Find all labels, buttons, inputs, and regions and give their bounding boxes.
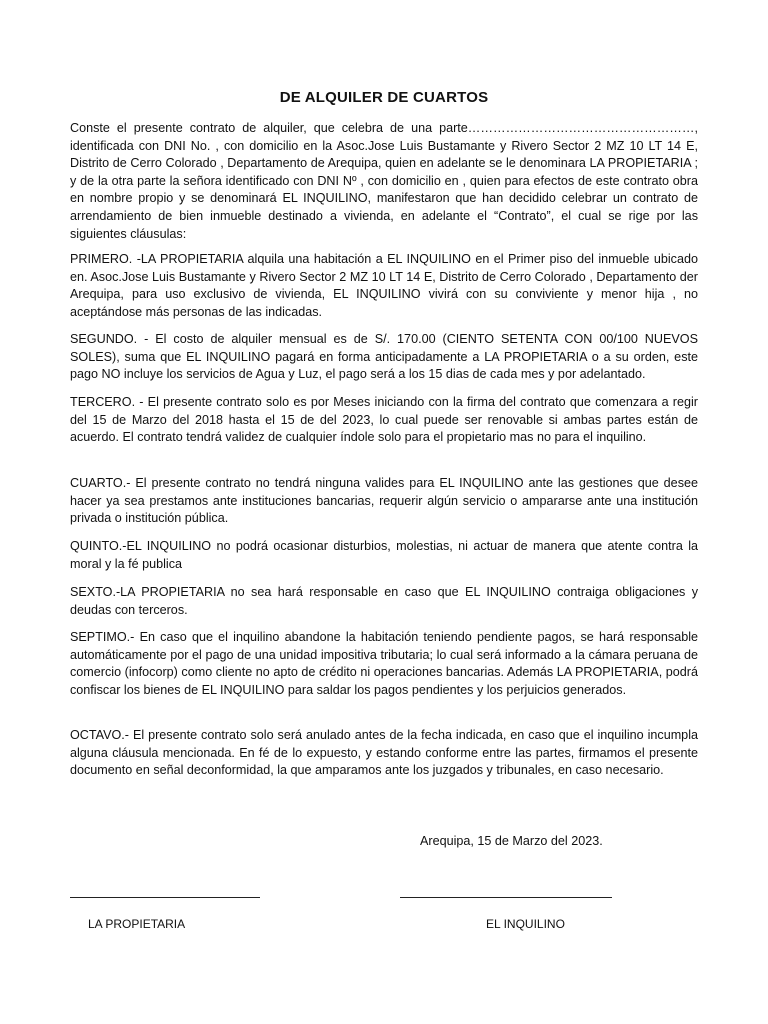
signature-label-inquilino: EL INQUILINO xyxy=(486,917,565,931)
clause-quinto: QUINTO.-EL INQUILINO no podrá ocasionar disturbios, molestias, ni actuar de manera que atente contra la moral y la fé publica xyxy=(70,539,698,571)
clause-octavo: OCTAVO.- El presente contrato solo será anulado antes de la fecha indicada, en caso que el inquilino incumpla alguna cláusula mencionada. En fé de lo expuesto, y estando conforme entre las partes, firmamos el presente documento en señal deconformidad, la que amparamos ante los juzgados y tribunales, en caso necesario. xyxy=(70,728,698,778)
clause-primero: PRIMERO. -LA PROPIETARIA alquila una habitación a EL INQUILINO en el Primer piso del inmueble ubicado en. Asoc.Jose Luis Bustamante y Rivero Sector 2 MZ 10 LT 14 E, Distrito de Cerro Colorado , Departamento der Arequipa, para uso exclusivo de vivienda, EL INQUILINO vivirá con su conviviente y menor hija , no aceptándose más personas de las indicadas. xyxy=(70,252,698,319)
clause-sexto: SEXTO.-LA PROPIETARIA no sea hará responsable en caso que EL INQUILINO contraiga obligaciones y deudas con terceros. xyxy=(70,585,698,617)
date-line: Arequipa, 15 de Marzo del 2023. xyxy=(420,834,603,848)
signature-label-propietaria: LA PROPIETARIA xyxy=(88,917,186,931)
clause-cuarto: CUARTO.- El presente contrato no tendrá ninguna valides para EL INQUILINO ante las gestiones que desee hacer ya sea prestamos ante instituciones bancarias, requerir algún servicio o ampararse ante una institución privada o institución pública. xyxy=(70,476,698,526)
clause-tercero: TERCERO. - El presente contrato solo es por Meses iniciando con la firma del contrato que comenzara a regir del 15 de Marzo del 2018 hasta el 15 de del 2023, lo cual puede ser renovable si ambas partes están de acuerdo. El contrato tendrá validez de cualquier índole solo para el propietario mas no para el inquilino. xyxy=(70,395,698,445)
intro-paragraph: Conste el presente contrato de alquiler, que celebra de una parte………………………………………………, identificada con DNI No. , con domicilio en la Asoc.Jose Luis Bustamante y Rivero Sector 2 MZ 10 LT 14 E, Distrito de Cerro Colorado , Departamento de Arequipa, quien en adelante se le denominara LA PROPIETARIA ; y de la otra parte la señora identificado con DNI Nº , con domicilio en , quien para efectos de este contrato obra en nombre propio y se denominará EL INQUILINO, manifestaron que han decidido celebrar un contrato de arrendamiento de bien inmueble destinado a vivienda, en adelante el “Contrato”, el cual se rige por las siguientes cláusulas: xyxy=(70,121,698,241)
signature-line-inquilino xyxy=(400,897,612,898)
signature-line-propietaria xyxy=(70,897,260,898)
clause-septimo: SEPTIMO.- En caso que el inquilino abandone la habitación teniendo pendiente pagos, se hará responsable automáticamente por el pago de una unidad impositiva tributaria; lo cual será informado a la cámara peruana de comercio (infocorp) como cliente no apto de crédito ni operaciones bancarias. Además LA PROPIETARIA, podrá confiscar los bienes de EL INQUILINO para saldar los pagos pendientes y los perjuicios generados. xyxy=(70,630,698,697)
clause-segundo: SEGUNDO. - El costo de alquiler mensual es de S/. 170.00 (CIENTO SETENTA CON 00/100 NUEVOS SOLES), suma que EL INQUILINO pagará en forma anticipadamente a LA PROPIETARIA o a su orden, este pago NO incluye los servicios de Agua y Luz, el pago será a los 15 dias de cada mes y por adelantado. xyxy=(70,332,698,382)
document-title: DE ALQUILER DE CUARTOS xyxy=(279,89,489,106)
